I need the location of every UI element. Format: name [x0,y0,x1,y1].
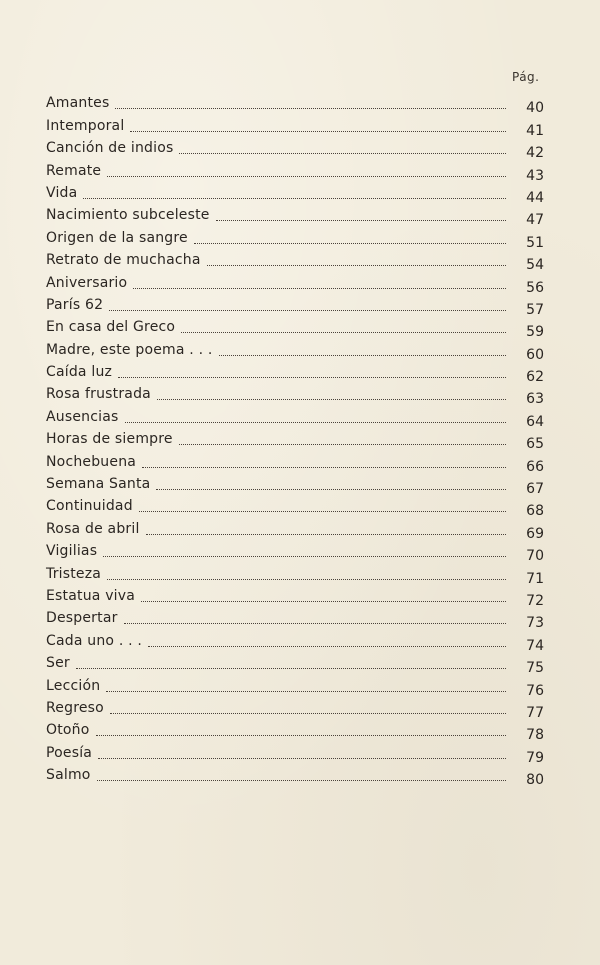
toc-entry-page: 42 [526,145,544,162]
dot-leader [98,757,506,759]
dot-leader [97,779,506,781]
dot-leader [103,555,506,557]
dot-leader [139,510,506,512]
dot-leader [133,287,506,289]
toc-entry [46,336,544,363]
toc-entry-title: Remate [46,162,102,179]
toc-entry-title: Ausencias [46,408,119,425]
toc-entry [46,717,544,744]
toc-entry [46,90,544,117]
toc-entry [46,471,544,498]
toc-entry-title: Regreso [46,699,104,716]
toc-entry [46,739,544,766]
toc-entry-title: Despertar [46,610,118,627]
toc-entry-page: 60 [526,346,544,363]
toc-entry-title: Vigilias [46,543,98,560]
dot-leader [118,376,506,378]
toc-entry-page: 77 [526,704,544,721]
dot-leader [157,398,506,400]
toc-entry [46,180,544,206]
toc-entry-title: Salmo [46,767,91,784]
toc-entry-page: 62 [526,369,544,386]
dot-leader [179,443,506,445]
toc-entry [46,515,544,542]
toc-entry [46,583,544,609]
toc-entry-title: Horas de siempre [46,431,173,448]
toc-entry-page: 68 [526,503,544,520]
toc-entry-title: Canción de indios [46,140,174,157]
dot-leader [110,712,506,714]
toc-entry-title: Nacimiento subceleste [46,207,210,224]
toc-entry-page: 40 [526,100,544,117]
toc-entry-title: Poesía [46,744,93,761]
toc-entry-page: 71 [526,570,544,587]
toc-entry-title: Caída luz [46,364,113,381]
toc-entry-page: 44 [526,189,544,206]
toc-entry-page: 65 [526,436,544,453]
toc-entry-title: Continuidad [46,498,133,515]
toc-entry-page: 57 [526,301,544,318]
toc-entry-title: Cada uno . . . [46,632,143,649]
toc-entry [46,695,544,721]
toc-entry-page: 64 [526,413,544,430]
toc-entry-page: 78 [526,727,544,744]
toc-entry [46,292,544,318]
toc-entry-page: 76 [526,682,544,699]
page-column-heading: Pág. [512,70,540,84]
toc-entry-title: Nochebuena [46,453,137,470]
toc-entry [46,314,544,341]
toc-entry-title: En casa del Greco [46,319,176,336]
toc-entry [46,135,544,162]
dot-leader [125,421,507,423]
toc-entry-page: 70 [526,548,544,565]
dot-leader [83,197,506,199]
toc-entry [46,202,544,229]
toc-entry-title: Lección [46,677,101,694]
toc-entry-page: 54 [526,257,544,274]
toc-entry-title: Madre, este poema . . . [46,341,213,358]
dot-leader [146,533,506,535]
dot-leader [96,734,506,736]
toc-entry-title: Origen de la sangre [46,229,188,246]
toc-entry [46,605,544,632]
dot-leader [107,175,506,177]
dot-leader [141,600,506,602]
toc-entry [46,672,544,699]
toc-entry-page: 69 [526,525,544,542]
dot-leader [142,466,506,468]
toc-entry-title: Rosa de abril [46,520,140,537]
toc-entry-page: 56 [526,279,544,296]
toc-entry [46,112,544,139]
dot-leader [124,622,506,624]
toc-entry-title: Aniversario [46,274,128,291]
toc-entry-page: 79 [526,749,544,766]
dot-leader [219,354,506,356]
toc-entry [46,762,544,789]
toc-entry [46,426,544,453]
toc-entry-page: 41 [526,122,544,139]
dot-leader [156,488,506,490]
toc-entry-page: 63 [526,391,544,408]
toc-entry-page: 73 [526,615,544,632]
dot-leader [109,309,506,311]
dot-leader [107,578,506,580]
toc-entry [46,381,544,408]
dot-leader [179,152,506,154]
dot-leader [181,331,506,333]
toc-entry-title: Retrato de muchacha [46,252,201,269]
dot-leader [194,242,506,244]
toc-entry-page: 67 [526,481,544,498]
dot-leader [207,264,506,266]
dot-leader [148,645,506,647]
toc-entry-title: Semana Santa [46,476,151,493]
toc-entry [46,157,544,184]
toc-entry [46,448,544,475]
toc-entry-title: Rosa frustrada [46,386,151,403]
toc-entry-title: Estatua viva [46,587,136,604]
toc-entry-page: 75 [526,660,544,677]
toc-entry-page: 72 [526,592,544,609]
dot-leader [106,690,506,692]
toc-entry [46,269,544,296]
toc-entry [46,560,544,587]
toc-entry-title: París 62 [46,296,104,313]
toc-entry-page: 80 [526,772,544,789]
toc-entry-title: Vida [46,184,78,201]
toc-entry-page: 59 [526,324,544,341]
toc-entry [46,247,544,274]
toc-entry [46,493,544,520]
toc-entry [46,538,544,565]
dot-leader [115,107,506,109]
toc-entry-page: 66 [526,458,544,475]
table-of-contents [46,90,544,789]
dot-leader [130,130,506,132]
toc-entry [46,403,544,430]
dot-leader [76,667,506,669]
toc-entry-title: Tristeza [46,565,102,582]
toc-entry-title: Ser [46,655,70,672]
toc-entry-page: 43 [526,167,544,184]
toc-entry [46,224,544,251]
toc-entry [46,359,544,386]
toc-entry-page: 74 [526,637,544,654]
toc-entry [46,627,544,654]
toc-entry-title: Otoño [46,722,90,739]
toc-entry [46,650,544,677]
toc-entry-title: Amantes [46,95,110,112]
toc-entry-page: 51 [526,234,544,251]
toc-entry-page: 47 [526,212,544,229]
toc-entry-title: Intemporal [46,117,125,134]
dot-leader [216,219,506,221]
